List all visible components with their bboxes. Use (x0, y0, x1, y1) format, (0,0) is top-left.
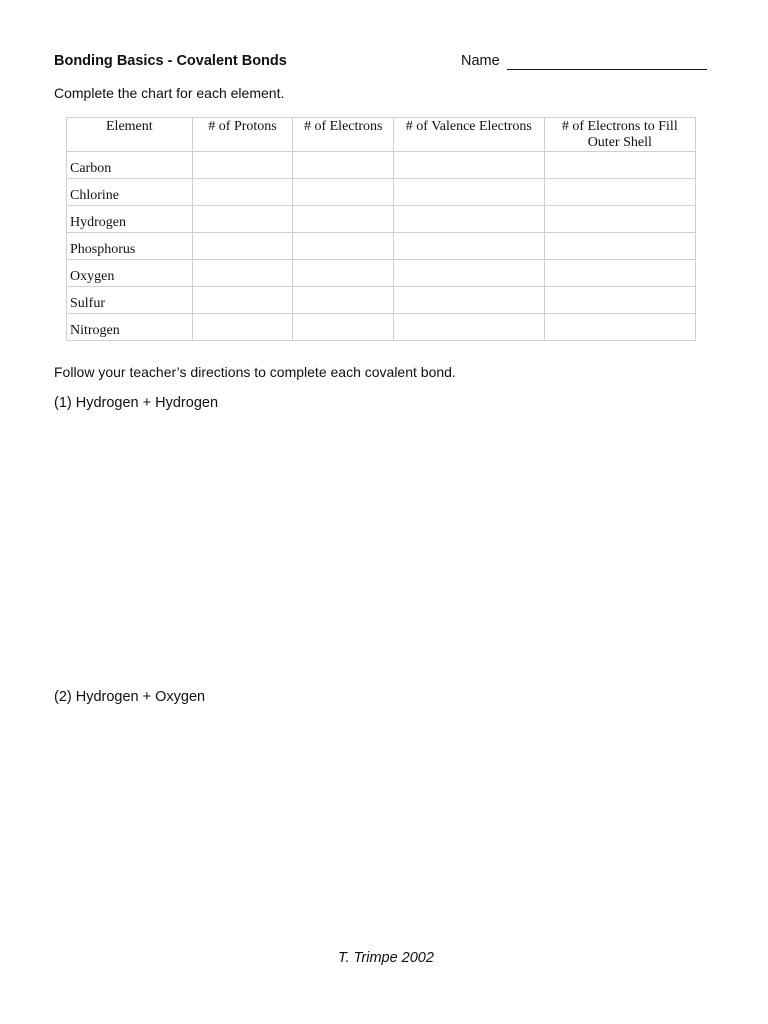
valence-electrons-cell[interactable] (394, 287, 544, 314)
protons-cell[interactable] (192, 233, 293, 260)
bond-prompt-hydrogen-oxygen: (2) Hydrogen + Oxygen (54, 689, 206, 705)
electrons-to-fill-cell[interactable] (544, 314, 695, 341)
electrons-cell[interactable] (293, 287, 394, 314)
electrons-to-fill-cell[interactable] (544, 152, 695, 179)
electrons-to-fill-cell[interactable] (544, 260, 695, 287)
element-cell: Nitrogen (67, 314, 193, 341)
valence-electrons-cell[interactable] (394, 152, 544, 179)
electrons-to-fill-cell[interactable] (544, 233, 695, 260)
electrons-cell[interactable] (293, 206, 394, 233)
bond-instructions: Follow your teacher’s directions to complete each covalent bond. (54, 364, 456, 380)
table-row (67, 314, 696, 341)
element-chart (66, 117, 696, 341)
column-header-electrons-to-fill: # of Electrons to Fill Outer Shell (544, 118, 695, 152)
element-cell: Phosphorus (67, 233, 193, 260)
table-row (67, 260, 696, 287)
electrons-cell[interactable] (293, 152, 394, 179)
chart-instructions: Complete the chart for each element. (54, 85, 285, 101)
name-blank-line[interactable] (507, 69, 707, 70)
valence-electrons-cell[interactable] (394, 206, 544, 233)
element-cell: Carbon (67, 152, 193, 179)
chart-header-row (67, 118, 696, 152)
column-header-valence-electrons: # of Valence Electrons (394, 118, 544, 152)
bond-prompt-hydrogen-hydrogen: (1) Hydrogen + Hydrogen (54, 395, 219, 411)
element-cell: Sulfur (67, 287, 193, 314)
column-header-element: Element (67, 118, 193, 152)
column-header-electrons: # of Electrons (293, 118, 394, 152)
protons-cell[interactable] (192, 287, 293, 314)
worksheet-title: Bonding Basics - Covalent Bonds (54, 53, 287, 69)
name-label: Name (461, 53, 500, 69)
protons-cell[interactable] (192, 206, 293, 233)
electrons-to-fill-cell[interactable] (544, 206, 695, 233)
column-header-protons: # of Protons (192, 118, 293, 152)
electrons-cell[interactable] (293, 233, 394, 260)
valence-electrons-cell[interactable] (394, 179, 544, 206)
electrons-to-fill-cell[interactable] (544, 179, 695, 206)
valence-electrons-cell[interactable] (394, 260, 544, 287)
protons-cell[interactable] (192, 260, 293, 287)
table-row (67, 206, 696, 233)
element-cell: Oxygen (67, 260, 193, 287)
electrons-cell[interactable] (293, 314, 394, 341)
element-cell: Chlorine (67, 179, 193, 206)
author-credit: T. Trimpe 2002 (338, 950, 434, 966)
table-row (67, 287, 696, 314)
protons-cell[interactable] (192, 152, 293, 179)
table-row (67, 152, 696, 179)
protons-cell[interactable] (192, 314, 293, 341)
valence-electrons-cell[interactable] (394, 233, 544, 260)
table-row (67, 233, 696, 260)
valence-electrons-cell[interactable] (394, 314, 544, 341)
electrons-cell[interactable] (293, 260, 394, 287)
element-cell: Hydrogen (67, 206, 193, 233)
electrons-cell[interactable] (293, 179, 394, 206)
table-row (67, 179, 696, 206)
protons-cell[interactable] (192, 179, 293, 206)
electrons-to-fill-cell[interactable] (544, 287, 695, 314)
